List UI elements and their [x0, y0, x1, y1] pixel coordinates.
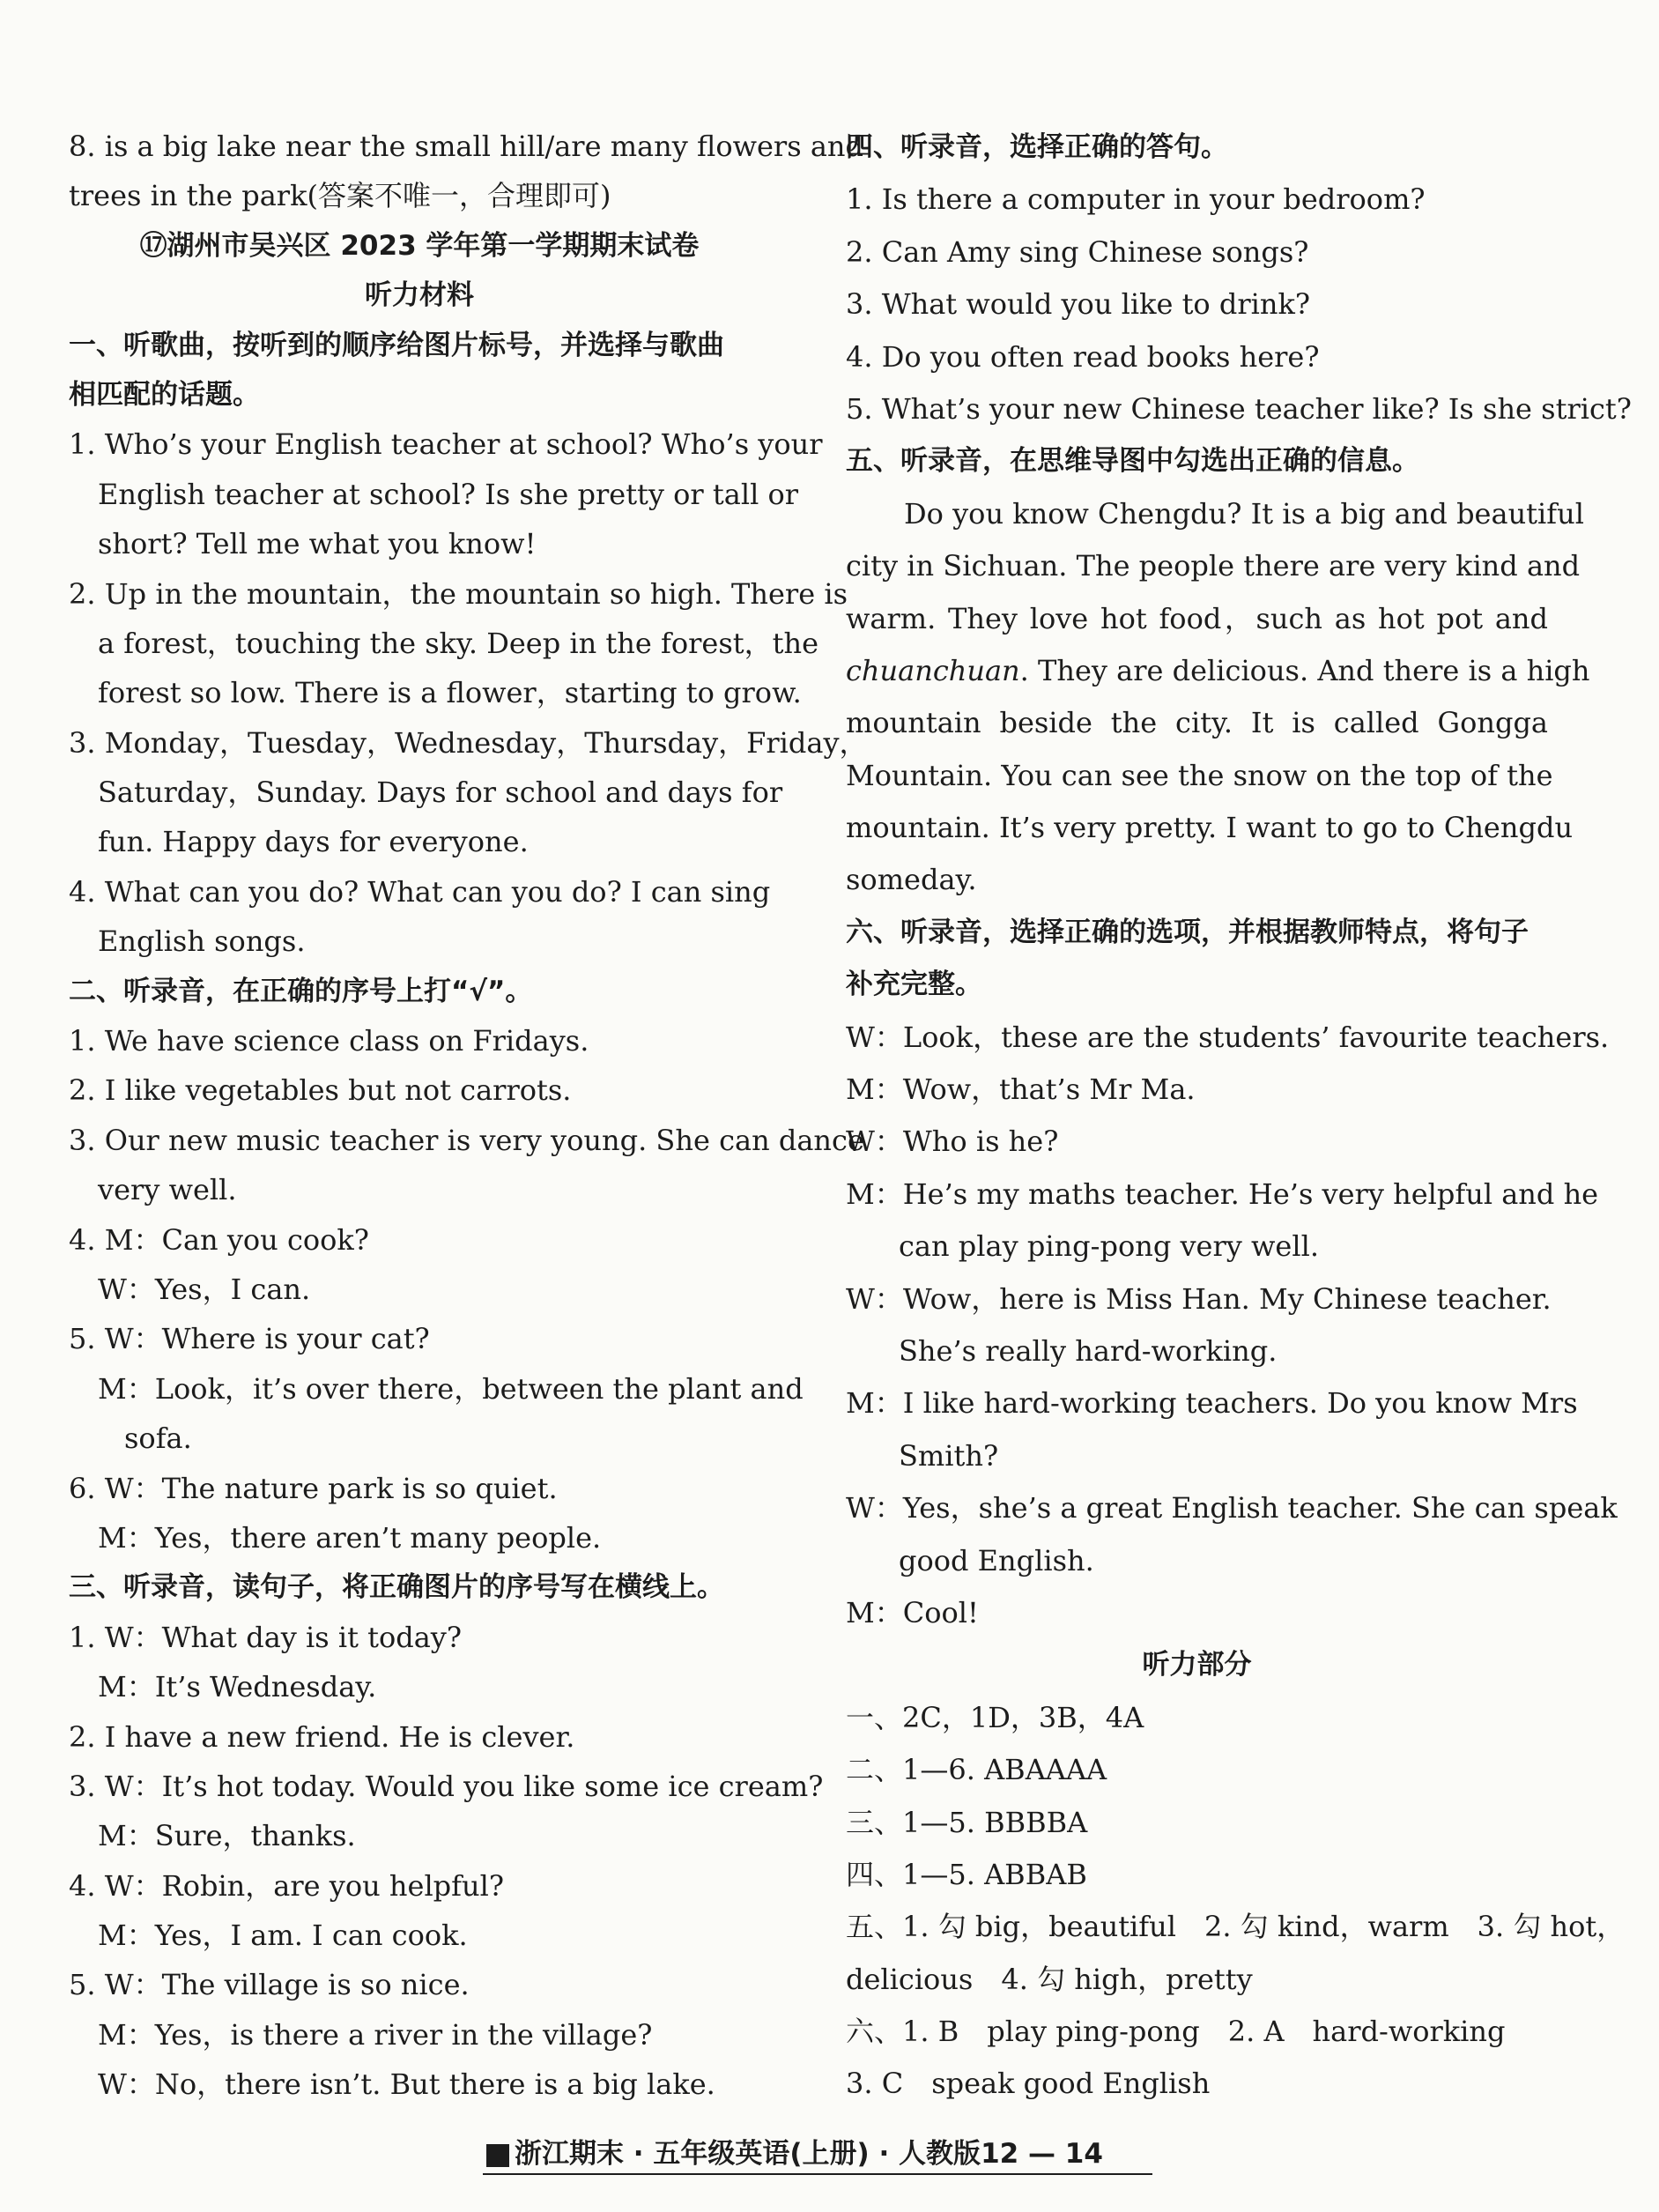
right-column [846, 122, 1632, 2111]
passage-line: mountain. It’s very pretty. I want to go to Chengdu [846, 811, 1574, 845]
dialogue-line: She’s really hard-working. [899, 1333, 1278, 1368]
item-line: 3. Monday，Tuesday，Wednesday，Thursday，Friday， [69, 725, 868, 760]
book-icon [486, 2144, 509, 2167]
item-line: 4. What can you do? What can you do? I can sing [69, 874, 771, 909]
item-line: 4. Do you often read books here? [846, 339, 1320, 374]
answer-line: 五、1. 勾 big，beautiful 2. 勾 kind，warm 3. 勾 hot， [846, 1910, 1626, 1944]
passage-italic-word: chuanchuan [846, 653, 1020, 687]
dialogue-line: W：Look，these are the students’ favourite teachers. [846, 1020, 1610, 1054]
dialogue-line: M：He’s my maths teacher. He’s very helpful and he [846, 1177, 1599, 1211]
section-heading: 相匹配的话题。 [69, 378, 260, 411]
section-heading: 四、听录音，选择正确的答句。 [846, 131, 1228, 163]
dialogue-line: W：Wow，here is Miss Han. My Chinese teacher. [846, 1281, 1552, 1316]
item-line: 2. Up in the mountain，the mountain so high. There is [69, 576, 848, 611]
item-line: 2. I like vegetables but not carrots. [69, 1073, 572, 1108]
page-footer [483, 2131, 1152, 2177]
item-line: Saturday，Sunday. Days for school and days for [98, 776, 783, 810]
item-line: 4. W：Robin，are you helpful? [69, 1868, 505, 1903]
passage-line: mountain beside the city. It is called Gongga [846, 706, 1548, 740]
answer-line: delicious 4. 勾 high，pretty [846, 1962, 1253, 1996]
item-line: M：It’s Wednesday. [98, 1670, 377, 1704]
answer-line: 四、1—5. ABBAB [846, 1857, 1087, 1891]
passage-line: Do you know Chengdu? It is a big and beautiful [904, 496, 1584, 531]
item-line: 3. W：It’s hot today. Would you like some ice cream? [69, 1769, 824, 1803]
left-column [69, 122, 868, 2110]
item-line: M：Yes，is there a river in the village? [98, 2017, 653, 2052]
passage-line: Mountain. You can see the snow on the top of the [846, 758, 1553, 792]
dialogue-line: M：I like hard-working teachers. Do you know Mrs [846, 1386, 1578, 1421]
exam-title: ⑰湖州市吴兴区 2023 学年第一学期期末试卷 [139, 229, 700, 262]
item-line: fun. Happy days for everyone. [98, 825, 529, 859]
section-heading: 补充完整。 [846, 969, 982, 1001]
section-heading: 二、听录音，在正确的序号上打“√”。 [69, 975, 533, 1007]
section-heading: 五、听录音，在思维导图中勾选出正确的信息。 [846, 445, 1419, 478]
dialogue-line: W：Who is he? [846, 1125, 1059, 1159]
item-line: M：Yes，there aren’t many people. [98, 1520, 602, 1555]
item-line: very well. [98, 1173, 237, 1207]
answer-line: 三、1—5. BBBBA [846, 1805, 1088, 1839]
item-line: 5. W：The village is so nice. [69, 1968, 470, 2002]
passage-line: warm. They love hot food，such as hot pot and [846, 601, 1548, 635]
section-subtitle: 听力材料 [365, 279, 474, 312]
answer-line: 六、1. B play ping-pong 2. A hard-working [846, 2015, 1506, 2049]
passage-text: . They are delicious. And there is a high [1019, 653, 1590, 687]
item-line: M：Yes，I am. I can cook. [98, 1919, 468, 1953]
section-heading: 六、听录音，选择正确的选项，并根据教师特点，将句子 [846, 916, 1529, 948]
item-line: 2. Can Amy sing Chinese songs? [846, 234, 1309, 269]
item-line: M：Sure，thanks. [98, 1819, 356, 1853]
item-line: W：No，there isn’t. But there is a big lake. [98, 2067, 715, 2102]
item-line: 2. I have a new friend. He is clever. [69, 1719, 575, 1754]
item-line: M：Look，it’s over there，between the plant and [98, 1371, 804, 1406]
answer-line: 一、2C，1D，3B，4A [846, 1700, 1144, 1734]
answer-line: 二、1—6. ABAAAA [846, 1753, 1107, 1787]
passage-line: someday. [846, 863, 977, 897]
section-heading: 三、听录音，读句子，将正确图片的序号写在横线上。 [69, 1571, 724, 1604]
item-line: sofa. [124, 1421, 192, 1456]
item-line: 4. M：Can you cook? [69, 1222, 369, 1257]
dialogue-line: good English. [899, 1543, 1094, 1577]
page-number: 12 — 14 [981, 2138, 1103, 2170]
dialogue-line: Smith? [899, 1438, 999, 1473]
item-line: 3. Our new music teacher is very young. She can dance [69, 1123, 864, 1157]
section-heading: 一、听歌曲，按听到的顺序给图片标号，并选择与歌曲 [69, 329, 724, 361]
item-line: 1. Who’s your English teacher at school? Who’s your [69, 427, 823, 462]
item-line: English songs. [98, 924, 306, 959]
item-line: 6. W：The nature park is so quiet. [69, 1471, 558, 1505]
dialogue-line: W：Yes，she’s a great English teacher. She can speak [846, 1491, 1618, 1525]
item-line: 1. W：What day is it today? [69, 1620, 463, 1654]
dialogue-line: can play ping-pong very well. [899, 1229, 1319, 1264]
item-line: English teacher at school? Is she pretty or tall or [98, 477, 799, 511]
footer-title: 浙江期末 · 五年级英语(上册) · 人教版 [515, 2138, 981, 2170]
answer-line: trees in the park(答案不唯一，合理即可) [69, 179, 611, 213]
dialogue-line: M：Wow，that’s Mr Ma. [846, 1073, 1196, 1107]
item-line: 1. Is there a computer in your bedroom? [846, 182, 1426, 217]
answer-line: 3. C speak good English [846, 2067, 1211, 2101]
footer-rule [483, 2173, 1152, 2175]
item-line: a forest，touching the sky. Deep in the forest，the [98, 626, 819, 660]
item-line: forest so low. There is a flower，starting to grow. [98, 676, 802, 710]
item-line: 3. What would you like to drink? [846, 287, 1311, 322]
answer-line: 8. is a big lake near the small hill/are many flowers and [69, 130, 863, 163]
item-line: 5. W：Where is your cat? [69, 1322, 430, 1356]
item-line: 1. We have science class on Fridays. [69, 1024, 589, 1058]
item-line: W：Yes，I can. [98, 1272, 311, 1306]
item-line: short? Tell me what you know! [98, 527, 537, 561]
item-line: 5. What’s your new Chinese teacher like? Is she strict? [846, 391, 1632, 426]
passage-line [846, 645, 1590, 697]
dialogue-line: M：Cool! [846, 1595, 979, 1629]
answer-title: 听力部分 [1142, 1649, 1252, 1681]
passage-line: city in Sichuan. The people there are very kind and [846, 549, 1581, 583]
